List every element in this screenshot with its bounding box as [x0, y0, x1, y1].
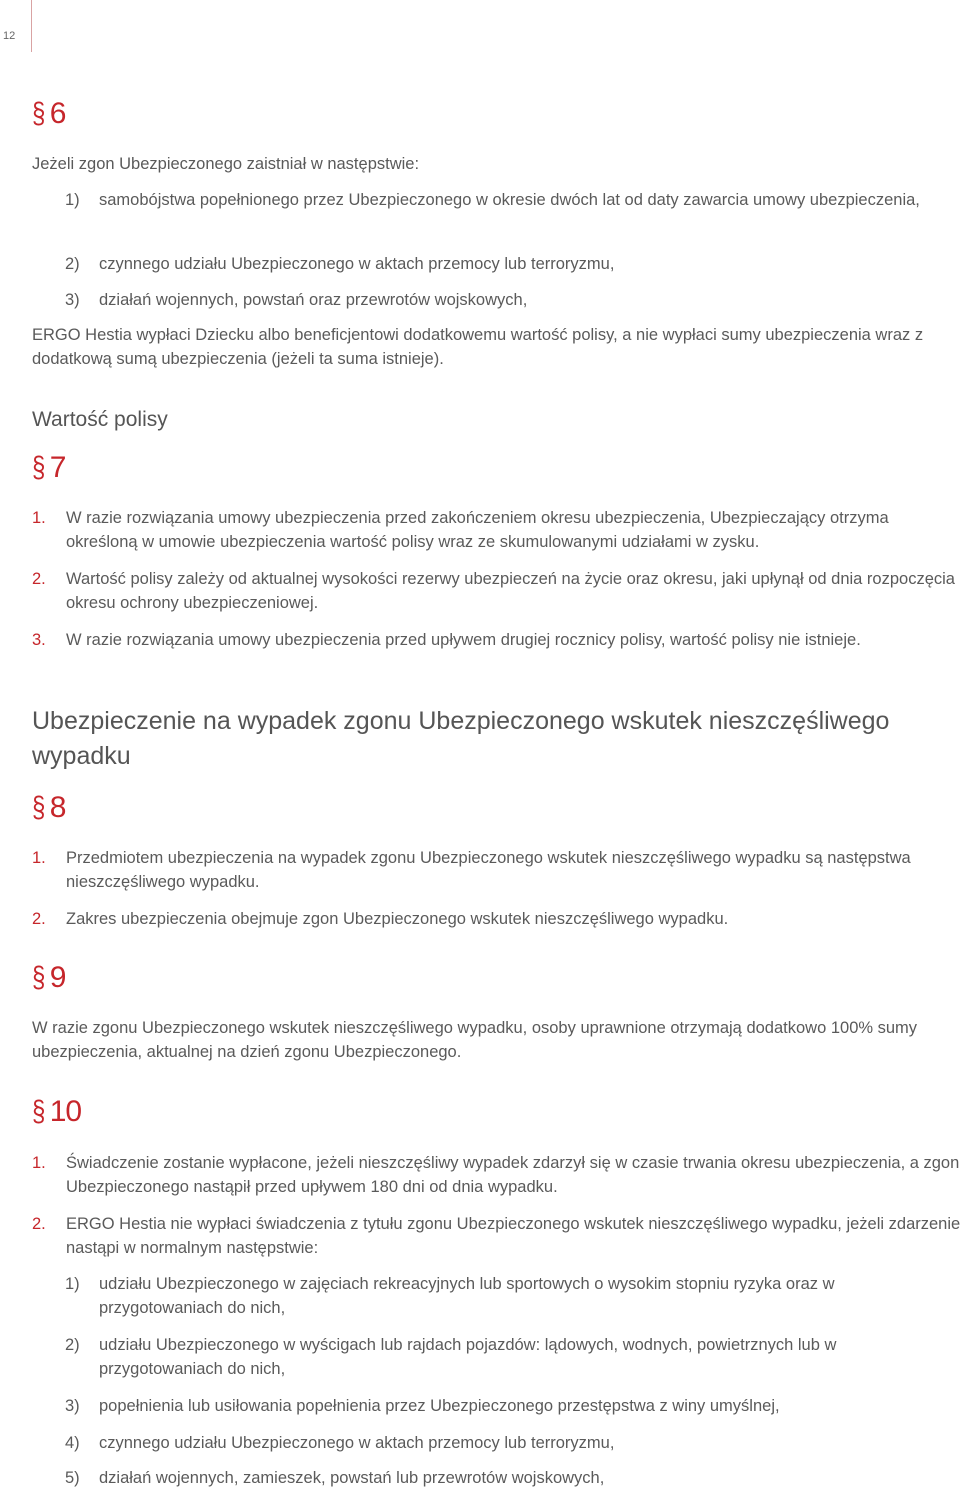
section-number: 9	[49, 961, 66, 994]
list-number: 1)	[65, 191, 80, 209]
list-item	[32, 567, 960, 615]
section-6-title	[32, 96, 65, 132]
list-item	[65, 1272, 945, 1320]
section-number: 7	[49, 451, 66, 484]
heading-policy-value: Wartość polisy	[32, 408, 168, 431]
list-text: działań wojennych, powstań oraz przewrotów wojskowych,	[99, 291, 528, 309]
section-mark: §	[32, 961, 45, 994]
list-text: czynnego udziału Ubezpieczonego w aktach przemocy lub terroryzmu,	[99, 255, 615, 273]
section-number: 10	[49, 1095, 82, 1128]
list-number: 5)	[65, 1469, 80, 1487]
list-number: 1.	[32, 509, 46, 527]
heading-accident-insurance: Ubezpieczenie na wypadek zgonu Ubezpieczonego wskutek nieszczęśliwego wypadku	[32, 707, 890, 770]
list-item	[32, 907, 960, 931]
list-text: samobójstwa popełnionego przez Ubezpieczonego w okresie dwóch lat od daty zawarcia umowy ubezpieczenia,	[99, 191, 920, 209]
section-6-intro: Jeżeli zgon Ubezpieczonego zaistniał w następstwie:	[32, 155, 420, 173]
section-mark: §	[32, 1095, 45, 1128]
list-text: Świadczenie zostanie wypłacone, jeżeli nieszczęśliwy wypadek zdarzył się w czasie trwania okresu ubezpieczenia, a zgon Ubezpieczonego nastąpił przed upływem 180 dni od dnia wypadku.	[66, 1154, 960, 1196]
margin-rule	[31, 0, 32, 52]
list-item	[32, 846, 960, 894]
list-item	[32, 1151, 960, 1199]
list-text: W razie rozwiązania umowy ubezpieczenia przed upływem drugiej rocznicy polisy, wartość polisy nie istnieje.	[66, 631, 861, 649]
list-number: 2)	[65, 255, 80, 273]
list-item	[65, 252, 945, 276]
section-9-title	[32, 960, 65, 996]
section-mark: §	[32, 791, 45, 824]
list-item	[65, 1394, 945, 1418]
list-number: 2)	[65, 1336, 80, 1354]
list-text: W razie rozwiązania umowy ubezpieczenia przed zakończeniem okresu ubezpieczenia, Ubezpieczający otrzyma określoną w umowie ubezpieczenia wartość polisy wraz ze skumulowanymi udziałami w zysku.	[66, 509, 889, 551]
list-number: 4)	[65, 1434, 80, 1452]
section-10-title	[32, 1094, 81, 1130]
list-item	[32, 628, 960, 652]
list-number: 2.	[32, 1215, 46, 1233]
list-item	[65, 1466, 945, 1490]
list-item	[65, 188, 945, 212]
list-number: 1)	[65, 1275, 80, 1293]
section-number: 8	[49, 791, 66, 824]
list-item	[65, 1431, 945, 1455]
section-9-text: W razie zgonu Ubezpieczonego wskutek nieszczęśliwego wypadku, osoby uprawnione otrzymają dodatkowo 100% sumy ubezpieczenia, aktualnej na dzień zgonu Ubezpieczonego.	[32, 1019, 918, 1061]
list-text: czynnego udziału Ubezpieczonego w aktach przemocy lub terroryzmu,	[99, 1434, 615, 1452]
list-item	[65, 1333, 945, 1381]
list-item	[65, 288, 945, 312]
list-text: udziału Ubezpieczonego w zajęciach rekreacyjnych lub sportowych o wysokim stopniu ryzyka oraz w przygotowaniach do nich,	[99, 1275, 835, 1317]
list-text: Przedmiotem ubezpieczenia na wypadek zgonu Ubezpieczonego wskutek nieszczęśliwego wypadku są następstwa nieszczęśliwego wypadku.	[66, 849, 911, 891]
section-8-title	[32, 790, 65, 826]
list-text: popełnienia lub usiłowania popełnienia przez Ubezpieczonego przestępstwa z winy umyślnej,	[99, 1397, 780, 1415]
list-item	[32, 506, 960, 554]
section-number: 6	[49, 97, 66, 130]
page-number: 12	[3, 30, 16, 42]
list-number: 2.	[32, 570, 46, 588]
section-mark: §	[32, 97, 45, 130]
list-number: 3)	[65, 291, 80, 309]
list-item	[32, 1212, 960, 1260]
list-number: 1.	[32, 849, 46, 867]
list-text: udziału Ubezpieczonego w wyścigach lub rajdach pojazdów: lądowych, wodnych, powietrznych lub w przygotowaniach do nich,	[99, 1336, 837, 1378]
list-text: ERGO Hestia nie wypłaci świadczenia z tytułu zgonu Ubezpieczonego wskutek nieszczęśliwego wypadku, jeżeli zdarzenie nastąpi w normalnym następstwie:	[66, 1215, 960, 1257]
list-number: 3)	[65, 1397, 80, 1415]
section-6-closing: ERGO Hestia wypłaci Dziecku albo beneficjentowi dodatkowemu wartość polisy, a nie wypłaci sumy ubezpieczenia wraz z dodatkową sumą ubezpieczenia (jeżeli ta suma istnieje).	[32, 326, 924, 368]
list-text: Zakres ubezpieczenia obejmuje zgon Ubezpieczonego wskutek nieszczęśliwego wypadku.	[66, 910, 729, 928]
section-7-title	[32, 450, 65, 486]
list-number: 1.	[32, 1154, 46, 1172]
list-text: działań wojennych, zamieszek, powstań lub przewrotów wojskowych,	[99, 1469, 605, 1487]
section-mark: §	[32, 451, 45, 484]
list-number: 3.	[32, 631, 46, 649]
list-number: 2.	[32, 910, 46, 928]
list-text: Wartość polisy zależy od aktualnej wysokości rezerwy ubezpieczeń na życie oraz okresu, jaki upłynął od dnia rozpoczęcia okresu ochrony ubezpieczeniowej.	[66, 570, 955, 612]
